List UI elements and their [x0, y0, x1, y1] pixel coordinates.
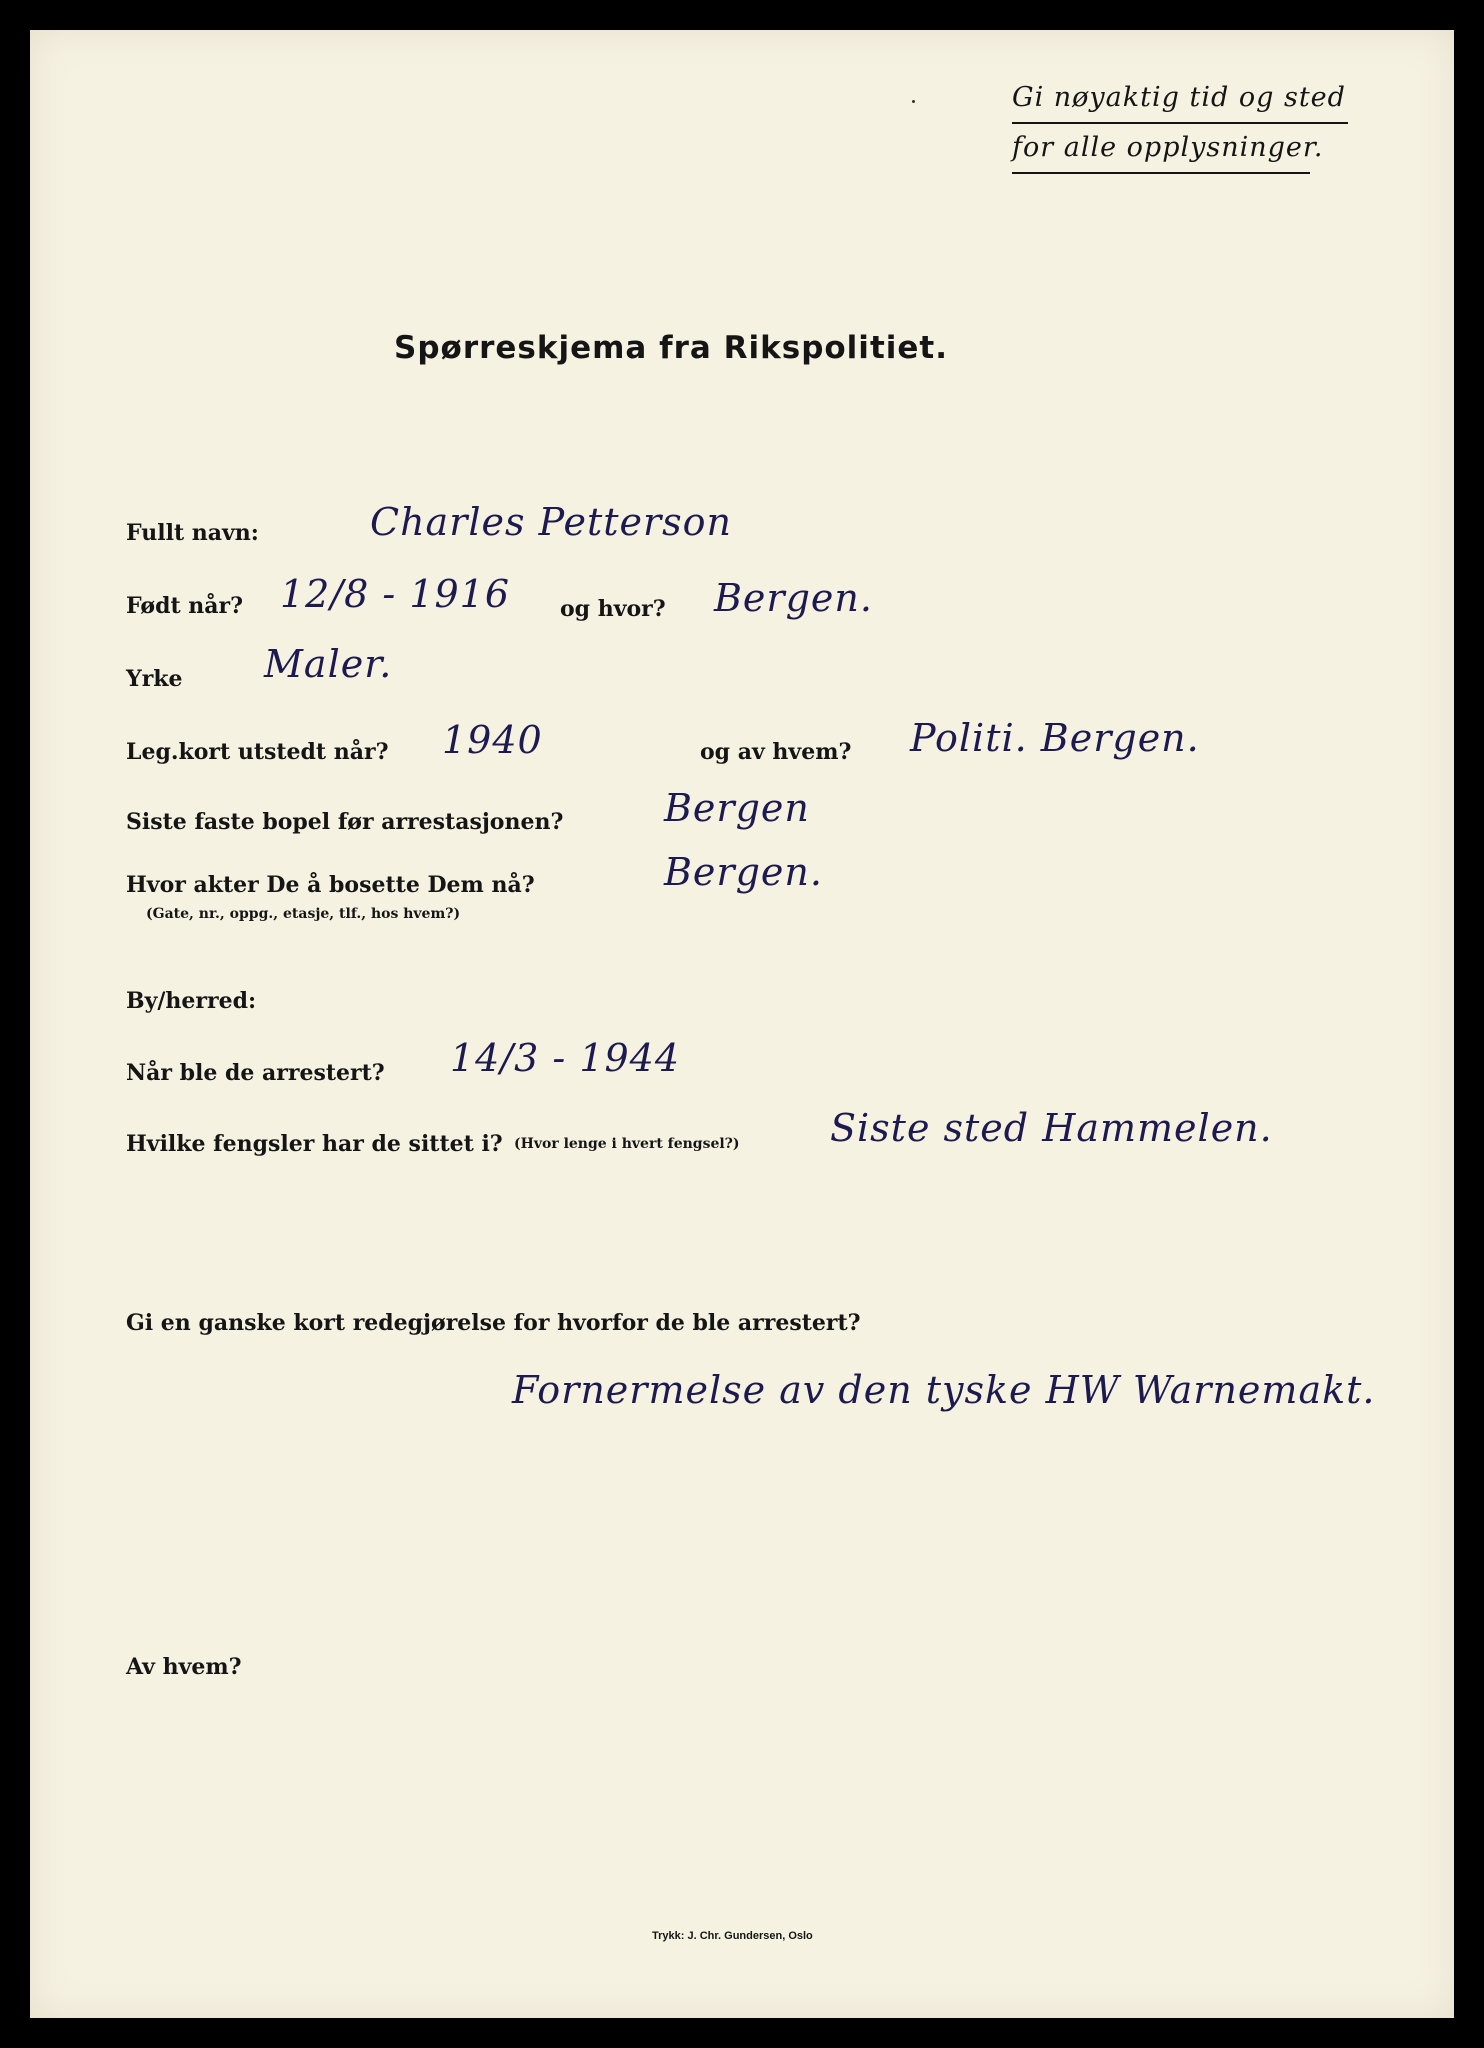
- id-card-by-value: Politi. Bergen.: [910, 716, 1200, 760]
- form-sheet: [30, 30, 1454, 2018]
- prisons-value: Siste sted Hammelen.: [830, 1106, 1273, 1150]
- instruction-note-line1: Gi nøyaktig tid og sted: [1012, 82, 1346, 113]
- settle-where-sublabel: (Gate, nr., oppg., etasje, tlf., hos hvem?): [146, 906, 461, 922]
- arrested-when-value: 14/3 - 1944: [450, 1036, 681, 1080]
- by-whom-label: Av hvem?: [126, 1654, 242, 1680]
- instruction-underline-2: [1012, 172, 1310, 174]
- municipality-label: By/herred:: [126, 988, 257, 1014]
- id-card-when-label: Leg.kort utstedt når?: [126, 739, 389, 765]
- last-residence-value: Bergen: [664, 786, 810, 830]
- full-name-value: Charles Petterson: [370, 500, 732, 544]
- settle-where-value: Bergen.: [664, 850, 823, 894]
- born-when-label: Født når?: [126, 593, 244, 619]
- id-card-by-label: og av hvem?: [700, 739, 852, 765]
- occupation-label: Yrke: [126, 666, 183, 692]
- ink-dot: [912, 100, 915, 103]
- printer-credit: Trykk: J. Chr. Gundersen, Oslo: [652, 1930, 813, 1942]
- prisons-sublabel: (Hvor lenge i hvert fengsel?): [514, 1136, 740, 1152]
- instruction-underline-1: [1012, 122, 1348, 124]
- instruction-note-line2: for alle opplysninger.: [1012, 132, 1324, 163]
- arrested-when-label: Når ble de arrestert?: [126, 1060, 385, 1086]
- reason-label: Gi en ganske kort redegjørelse for hvorfor de ble arrestert?: [126, 1310, 861, 1336]
- full-name-label: Fullt navn:: [126, 520, 259, 546]
- occupation-value: Maler.: [264, 642, 393, 686]
- born-where-value: Bergen.: [714, 576, 873, 620]
- born-when-value: 12/8 - 1916: [280, 572, 511, 616]
- settle-where-label: Hvor akter De å bosette Dem nå?: [126, 872, 535, 898]
- born-where-label: og hvor?: [560, 596, 666, 622]
- reason-value: Fornermelse av den tyske HW Warnemakt.: [512, 1368, 1376, 1412]
- id-card-when-value: 1940: [442, 718, 543, 762]
- prisons-label: Hvilke fengsler har de sittet i?: [126, 1131, 503, 1157]
- form-title: Spørreskjema fra Rikspolitiet.: [394, 330, 949, 366]
- last-residence-label: Siste faste bopel før arrestasjonen?: [126, 809, 564, 835]
